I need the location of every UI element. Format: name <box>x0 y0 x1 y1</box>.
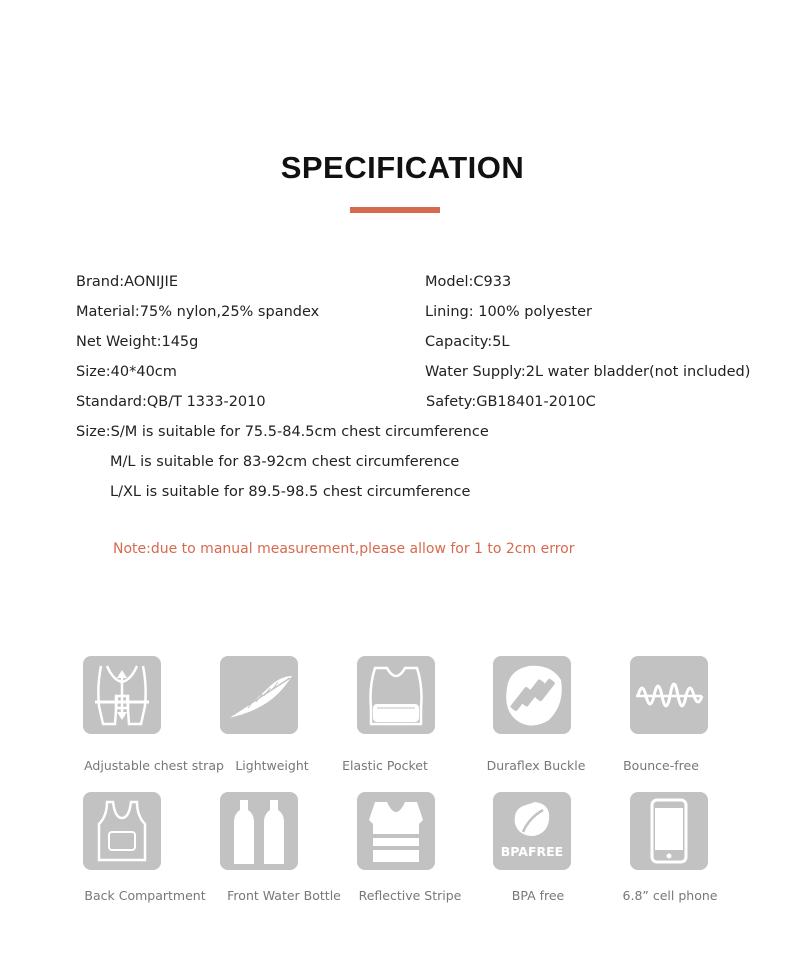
spec-size-lxl: L/XL is suitable for 89.5-98.5 chest circumference <box>110 484 471 500</box>
feature-label: BPA free <box>511 888 565 903</box>
spec-net-weight: Net Weight:145g <box>76 334 199 350</box>
feature-label: Bounce-free <box>623 758 699 773</box>
spec-standard: Standard:QB/T 1333-2010 <box>76 394 266 410</box>
bottles-icon <box>220 792 298 870</box>
chest-strap-icon <box>83 656 161 734</box>
phone-icon <box>630 792 708 870</box>
feature-label: 6.8” cell phone <box>622 888 718 903</box>
spec-size-sm: Size:S/M is suitable for 75.5-84.5cm chest circumference <box>76 424 489 440</box>
feature-label: Front Water Bottle <box>227 888 341 903</box>
spec-lining: Lining: 100% polyester <box>425 304 593 320</box>
feature-label: Elastic Pocket <box>342 758 428 773</box>
feature-label: Reflective Stripe <box>358 888 462 903</box>
measurement-note: Note:due to manual measurement,please allow for 1 to 2cm error <box>113 541 575 557</box>
page-title: SPECIFICATION <box>280 150 525 185</box>
spec-safety: Safety:GB18401-2010C <box>426 394 596 410</box>
tank-top-icon <box>83 792 161 870</box>
spec-brand: Brand:AONIJIE <box>76 274 178 290</box>
buckle-icon <box>493 656 571 734</box>
vest-pocket-icon <box>357 656 435 734</box>
spec-size-ml: M/L is suitable for 83-92cm chest circumference <box>110 454 460 470</box>
title-underline <box>350 207 440 213</box>
bpa-free-icon <box>493 792 571 870</box>
reflective-vest-icon <box>357 792 435 870</box>
wave-icon <box>630 656 708 734</box>
feature-label: Lightweight <box>235 758 309 773</box>
feature-label: Duraflex Buckle <box>486 758 586 773</box>
spec-capacity: Capacity:5L <box>425 334 510 350</box>
feature-label: Back Compartment <box>84 888 206 903</box>
spec-size: Size:40*40cm <box>76 364 177 380</box>
feature-label: Adjustable chest strap <box>84 758 224 773</box>
feather-icon <box>220 656 298 734</box>
spec-water-supply: Water Supply:2L water bladder(not included) <box>425 364 751 380</box>
bpa-free-badge-text: BPAFREE <box>500 844 564 859</box>
spec-model: Model:C933 <box>425 274 512 290</box>
spec-material: Material:75% nylon,25% spandex <box>76 304 320 320</box>
